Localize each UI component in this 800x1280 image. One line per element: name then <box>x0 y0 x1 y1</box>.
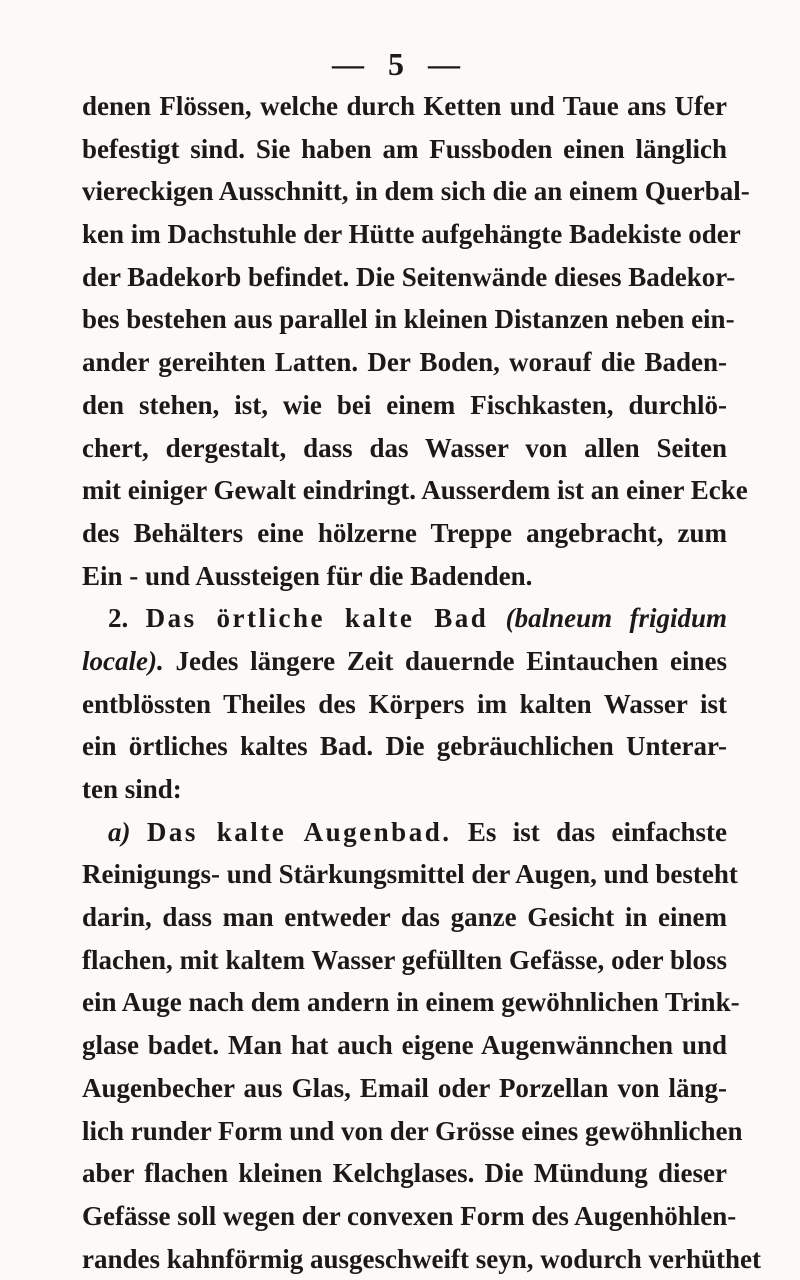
text-line: locale). Jedes längere Zeit dauernde Eintauchen eines <box>82 645 727 676</box>
text-line: ten sind: <box>82 774 182 804</box>
subsection-heading: Das kalte Augenbad. <box>146 816 452 847</box>
text-line: Ein - und Aussteigen für die Badenden. <box>82 560 533 591</box>
page-number-header: — 5 — <box>332 46 468 82</box>
text-line: ken im Dachstuhle der Hütte aufgehängte Badekiste oder <box>82 219 741 250</box>
text-line: befestigt sind. Sie haben am Fussboden einen länglich <box>82 133 727 164</box>
latin-term: locale). <box>82 645 164 676</box>
text-line: Augenbecher aus Glas, Email oder Porzellan von läng- <box>82 1072 727 1103</box>
text-line: viereckigen Ausschnitt, in dem sich die an einem Querbal- <box>82 176 750 207</box>
text-line: Reinigungs- und Stärkungsmittel der Augen, und besteht <box>82 859 738 890</box>
text-line: randes kahnförmig ausgeschweift seyn, wodurch verhüthet <box>82 1243 762 1274</box>
text-line: glase badet. Man hat auch eigene Augenwännchen und <box>82 1030 727 1061</box>
text-line: darin, dass man entweder das ganze Gesicht in einem <box>82 902 727 933</box>
section-number: 2. <box>108 603 129 634</box>
text-line: ander gereihten Latten. Der Boden, worauf die Baden- <box>82 347 727 378</box>
latin-term: (balneum frigidum <box>505 603 728 634</box>
text-line: entblössten Theiles des Körpers im kalten Wasser ist <box>82 688 727 719</box>
text-line: flachen, mit kaltem Wasser gefüllten Gefässe, oder bloss <box>82 944 727 975</box>
section-2-heading-line <box>82 597 727 640</box>
subsection-marker: a) <box>108 816 131 847</box>
text-line: ein Auge nach dem andern in einem gewöhnlichen Trink- <box>82 987 740 1018</box>
text-line: lich runder Form und von der Grösse eines gewöhnlichen <box>82 1115 743 1146</box>
text-line: der Badekorb befindet. Die Seitenwände dieses Badekor- <box>82 261 736 292</box>
text-line: denen Flössen, welche durch Ketten und Taue ans Ufer <box>82 91 727 121</box>
text-line: chert, dergestalt, dass das Wasser von allen Seiten <box>82 432 727 463</box>
text-line: den stehen, ist, wie bei einem Fischkasten, durchlö- <box>82 389 727 420</box>
section-heading: Das örtliche kalte Bad <box>145 603 489 634</box>
subsection-a-heading-line: a) Das kalte Augenbad. Es ist das einfachste <box>108 816 728 847</box>
text-line: des Behälters eine hölzerne Treppe angebracht, zum <box>82 517 727 548</box>
text-line: bes bestehen aus parallel in kleinen Distanzen neben ein- <box>82 304 735 335</box>
text-line: mit einiger Gewalt eindringt. Ausserdem ist an einer Ecke <box>82 475 748 506</box>
body-text <box>82 85 762 1280</box>
text-line: ein örtliches kaltes Bad. Die gebräuchlichen Unterar- <box>82 731 727 762</box>
text-line: Gefässe soll wegen der convexen Form des Augenhöhlen- <box>82 1200 737 1231</box>
text-line: aber flachen kleinen Kelchglases. Die Mündung dieser <box>82 1158 727 1189</box>
